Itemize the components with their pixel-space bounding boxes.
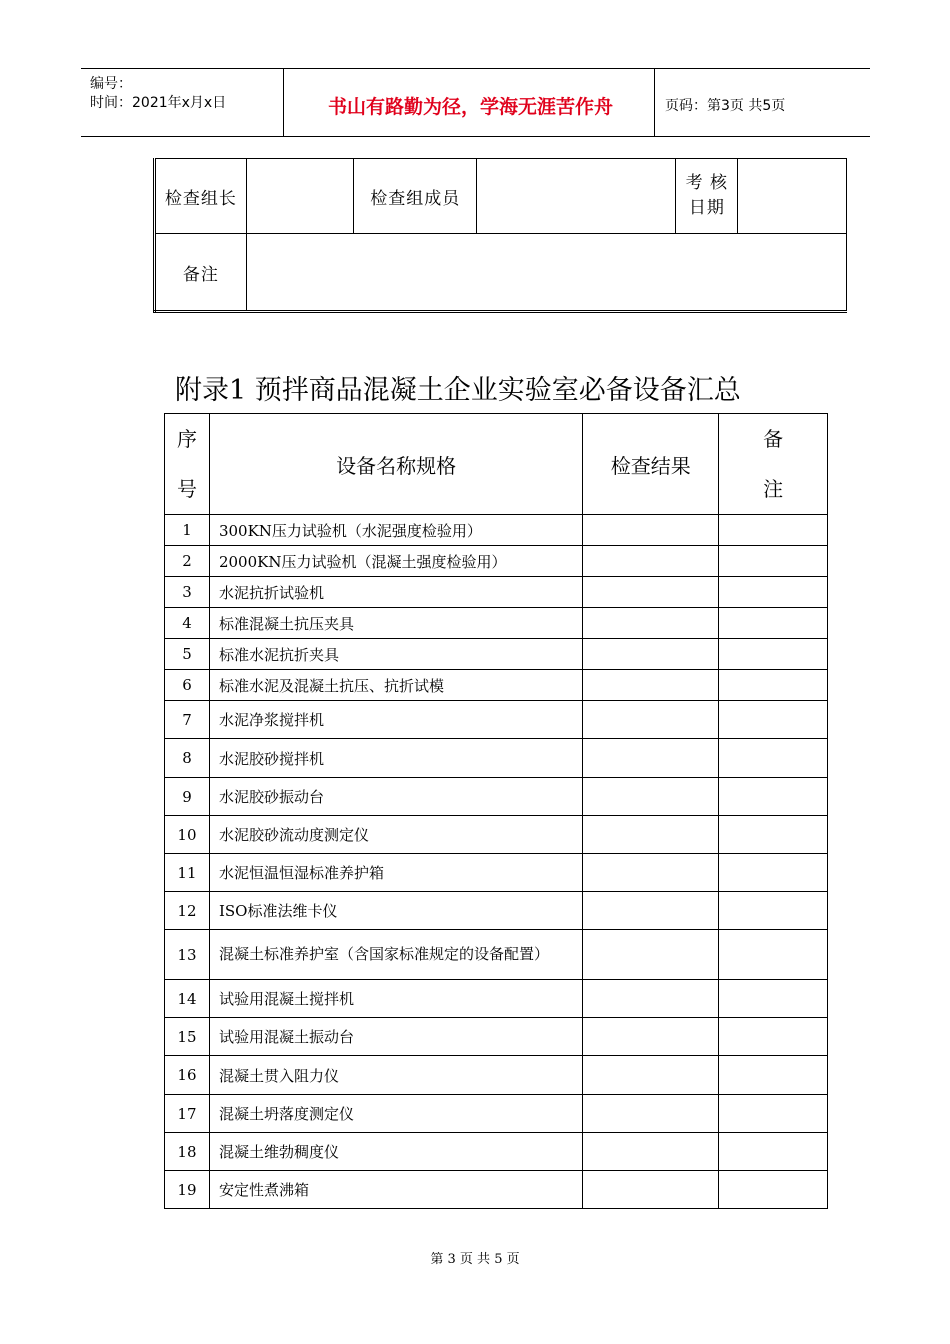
row-remark[interactable] xyxy=(719,546,828,577)
table-row xyxy=(165,515,828,546)
table-row xyxy=(165,1095,828,1133)
row-result[interactable] xyxy=(583,1133,719,1171)
row-name: 2000KN压力试验机（混凝土强度检验用） xyxy=(209,546,582,577)
row-no: 18 xyxy=(165,1133,210,1171)
table-row xyxy=(165,1171,828,1209)
col-header-remark-line2: 注 xyxy=(763,477,784,501)
row-result[interactable] xyxy=(583,1171,719,1209)
table-header-row xyxy=(165,414,828,515)
col-header-name: 设备名称规格 xyxy=(209,414,582,515)
table-row xyxy=(165,930,828,980)
row-no: 19 xyxy=(165,1171,210,1209)
table-row xyxy=(165,546,828,577)
table-row xyxy=(165,854,828,892)
row-result[interactable] xyxy=(583,739,719,778)
row-result[interactable] xyxy=(583,854,719,892)
inspection-table xyxy=(153,158,847,313)
row-name: 水泥净浆搅拌机 xyxy=(209,701,582,739)
table-row xyxy=(165,670,828,701)
row-name: 标准水泥抗折夹具 xyxy=(209,639,582,670)
time-label: 时间：2021年x月x日 xyxy=(90,95,227,111)
row-result[interactable] xyxy=(583,670,719,701)
row-no: 4 xyxy=(165,608,210,639)
row-remark[interactable] xyxy=(719,608,828,639)
row-result[interactable] xyxy=(583,1018,719,1056)
table-row xyxy=(165,608,828,639)
row-no: 16 xyxy=(165,1056,210,1095)
row-name: 安定性煮沸箱 xyxy=(209,1171,582,1209)
number-label: 编号： xyxy=(90,76,132,92)
row-name: 标准混凝土抗压夹具 xyxy=(209,608,582,639)
leader-value[interactable] xyxy=(246,159,354,234)
col-header-result: 检查结果 xyxy=(583,414,719,515)
row-remark[interactable] xyxy=(719,1018,828,1056)
row-no: 5 xyxy=(165,639,210,670)
row-name: 300KN压力试验机（水泥强度检验用） xyxy=(209,515,582,546)
row-result[interactable] xyxy=(583,1095,719,1133)
page-header xyxy=(81,68,870,137)
row-name: 水泥胶砂流动度测定仪 xyxy=(209,816,582,854)
row-result[interactable] xyxy=(583,778,719,816)
row-result[interactable] xyxy=(583,639,719,670)
row-result[interactable] xyxy=(583,930,719,980)
date-label-line2: 日期 xyxy=(688,198,725,218)
table-row xyxy=(165,1133,828,1171)
table-row xyxy=(165,639,828,670)
col-header-no xyxy=(165,414,210,515)
row-name: 水泥恒温恒湿标准养护箱 xyxy=(209,854,582,892)
col-header-remark-line1: 备 xyxy=(763,427,784,451)
table-row xyxy=(165,980,828,1018)
col-header-no-line2: 号 xyxy=(176,477,197,501)
row-remark[interactable] xyxy=(719,1095,828,1133)
row-name: ISO标准法维卡仪 xyxy=(209,892,582,930)
col-header-remark xyxy=(719,414,828,515)
table-row xyxy=(165,816,828,854)
table-row xyxy=(165,577,828,608)
table-row xyxy=(165,739,828,778)
header-motto: 书山有路勤为径，学海无涯苦作舟 xyxy=(327,96,613,118)
row-no: 13 xyxy=(165,930,210,980)
row-no: 7 xyxy=(165,701,210,739)
table-row xyxy=(165,892,828,930)
row-result[interactable] xyxy=(583,980,719,1018)
row-result[interactable] xyxy=(583,608,719,639)
header-divider xyxy=(283,69,284,136)
row-name: 混凝土坍落度测定仪 xyxy=(209,1095,582,1133)
equipment-table xyxy=(164,413,828,1209)
row-name: 混凝土维勃稠度仪 xyxy=(209,1133,582,1171)
date-value[interactable] xyxy=(738,159,847,234)
row-no: 14 xyxy=(165,980,210,1018)
table-row xyxy=(165,778,828,816)
row-remark[interactable] xyxy=(719,670,828,701)
table-row xyxy=(165,1018,828,1056)
row-name: 试验用混凝土搅拌机 xyxy=(209,980,582,1018)
row-no: 8 xyxy=(165,739,210,778)
row-remark[interactable] xyxy=(719,1056,828,1095)
row-remark[interactable] xyxy=(719,515,828,546)
row-no: 9 xyxy=(165,778,210,816)
row-remark[interactable] xyxy=(719,701,828,739)
col-header-no-line1: 序 xyxy=(176,427,197,451)
date-label xyxy=(676,159,738,234)
row-remark[interactable] xyxy=(719,739,828,778)
remarks-label: 备注 xyxy=(155,234,247,312)
leader-label: 检查组长 xyxy=(155,159,247,234)
row-remark[interactable] xyxy=(719,1133,828,1171)
members-label: 检查组成员 xyxy=(354,159,477,234)
row-remark[interactable] xyxy=(719,854,828,892)
row-name: 标准水泥及混凝土抗压、抗折试模 xyxy=(209,670,582,701)
row-remark[interactable] xyxy=(719,577,828,608)
row-result[interactable] xyxy=(583,701,719,739)
row-name: 混凝土贯入阻力仪 xyxy=(209,1056,582,1095)
row-no: 10 xyxy=(165,816,210,854)
date-label-line1: 考 核 xyxy=(685,173,729,193)
table-row xyxy=(165,701,828,739)
row-result[interactable] xyxy=(583,515,719,546)
row-remark[interactable] xyxy=(719,639,828,670)
row-result[interactable] xyxy=(583,816,719,854)
row-no: 17 xyxy=(165,1095,210,1133)
row-remark[interactable] xyxy=(719,892,828,930)
members-value[interactable] xyxy=(477,159,676,234)
row-remark[interactable] xyxy=(719,778,828,816)
remarks-value[interactable] xyxy=(246,234,846,312)
row-no: 2 xyxy=(165,546,210,577)
row-remark[interactable] xyxy=(719,816,828,854)
row-remark[interactable] xyxy=(719,930,828,980)
row-no: 3 xyxy=(165,577,210,608)
row-remark[interactable] xyxy=(719,1171,828,1209)
table-row xyxy=(165,1056,828,1095)
row-name: 水泥胶砂振动台 xyxy=(209,778,582,816)
row-no: 1 xyxy=(165,515,210,546)
row-no: 15 xyxy=(165,1018,210,1056)
row-result[interactable] xyxy=(583,1056,719,1095)
row-name: 水泥胶砂搅拌机 xyxy=(209,739,582,778)
row-no: 6 xyxy=(165,670,210,701)
row-remark[interactable] xyxy=(719,980,828,1018)
row-no: 11 xyxy=(165,854,210,892)
header-meta xyxy=(90,75,226,113)
page-label: 页码：第3页 共5页 xyxy=(665,98,786,114)
row-name: 水泥抗折试验机 xyxy=(209,577,582,608)
page-footer: 第 3 页 共 5 页 xyxy=(430,1252,520,1267)
row-name: 试验用混凝土振动台 xyxy=(209,1018,582,1056)
row-result[interactable] xyxy=(583,892,719,930)
row-no: 12 xyxy=(165,892,210,930)
row-result[interactable] xyxy=(583,546,719,577)
row-result[interactable] xyxy=(583,577,719,608)
row-name: 混凝土标准养护室（含国家标准规定的设备配置） xyxy=(209,930,582,980)
appendix-title: 附录1 预拌商品混凝土企业实验室必备设备汇总 xyxy=(175,375,741,406)
